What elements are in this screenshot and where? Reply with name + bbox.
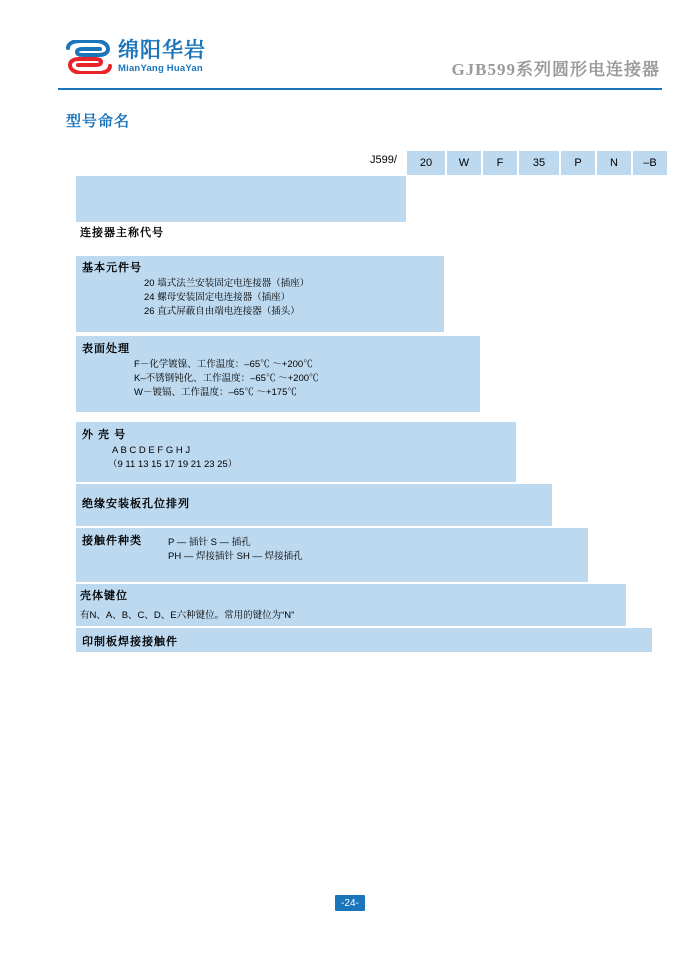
document-title: GJB599系列圆形电连接器 [451, 60, 660, 79]
callout-heading: 基本元件号 [82, 262, 142, 274]
company-logo [66, 40, 206, 74]
code-box-4: P [560, 150, 596, 176]
callout-line: K–不锈钢钝化、工作温度：–65℃ ～+200℃ [134, 372, 319, 384]
logo-company-en: MianYang HuaYan [118, 63, 203, 75]
callout-heading: 表面处理 [82, 343, 130, 355]
logo-mark-icon [66, 40, 112, 74]
code-box-1: W [446, 150, 482, 176]
page-number: -24- [335, 895, 365, 911]
header-divider [58, 88, 662, 90]
callout-line: 有N、A、B、C、D、E六种键位。常用的键位为“N” [80, 609, 295, 621]
callout-connector-main-designation [80, 225, 164, 242]
callout-line: W－镀镉、工作温度：–65℃ ～+175℃ [134, 387, 297, 398]
model-code-prefix: J599/ [370, 154, 397, 166]
code-box-0: 20 [406, 150, 446, 176]
callout-heading: 壳体键位 [80, 590, 128, 602]
code-box-6: –B [632, 150, 668, 176]
callout-heading: 外 壳 号 [82, 429, 127, 441]
callout-line: A B C D E F G H J [112, 444, 191, 456]
callout-line: P — 插针 S — 插孔 [168, 536, 251, 548]
callout-heading: 连接器主称代号 [80, 227, 164, 239]
callout-line: 24 螺母安装固定电连接器（插座） [144, 291, 291, 303]
page-header [0, 0, 700, 96]
callout-line: 26 直式屏蔽自由端电连接器（插头） [144, 306, 300, 317]
callout-shell-keying [80, 588, 294, 623]
callout-insulator-contact-arrangement [82, 496, 190, 513]
callout-heading: 绝缘安装板孔位排列 [82, 498, 190, 510]
callout-heading: 印制板焊接接触件 [82, 636, 178, 648]
callout-bar-connector-main-designation [76, 176, 406, 222]
section-title: 型号命名 [66, 113, 131, 130]
callout-heading: 接触件种类 [82, 535, 142, 547]
code-box-5: N [596, 150, 632, 176]
callout-line: F－化学镀镍、工作温度：–65℃ ～+200℃ [134, 358, 313, 370]
callout-line: 20 墙式法兰安装固定电连接器（插座） [144, 277, 310, 289]
logo-text [118, 40, 206, 74]
callout-surface-treatment [82, 341, 319, 400]
callout-line: （9 11 13 15 17 19 21 23 25） [108, 458, 238, 470]
code-box-3: 35 [518, 150, 560, 176]
logo-company-cn: 绵阳华岩 [118, 39, 206, 63]
code-box-2: F [482, 150, 518, 176]
callout-pcb-solder-contact [82, 634, 178, 651]
callout-line: PH — 焊接插针 SH — 焊接插孔 [168, 550, 303, 562]
callout-contact-type [82, 533, 303, 564]
callout-basic-component-number [82, 260, 309, 319]
callout-shell-size [82, 427, 237, 472]
